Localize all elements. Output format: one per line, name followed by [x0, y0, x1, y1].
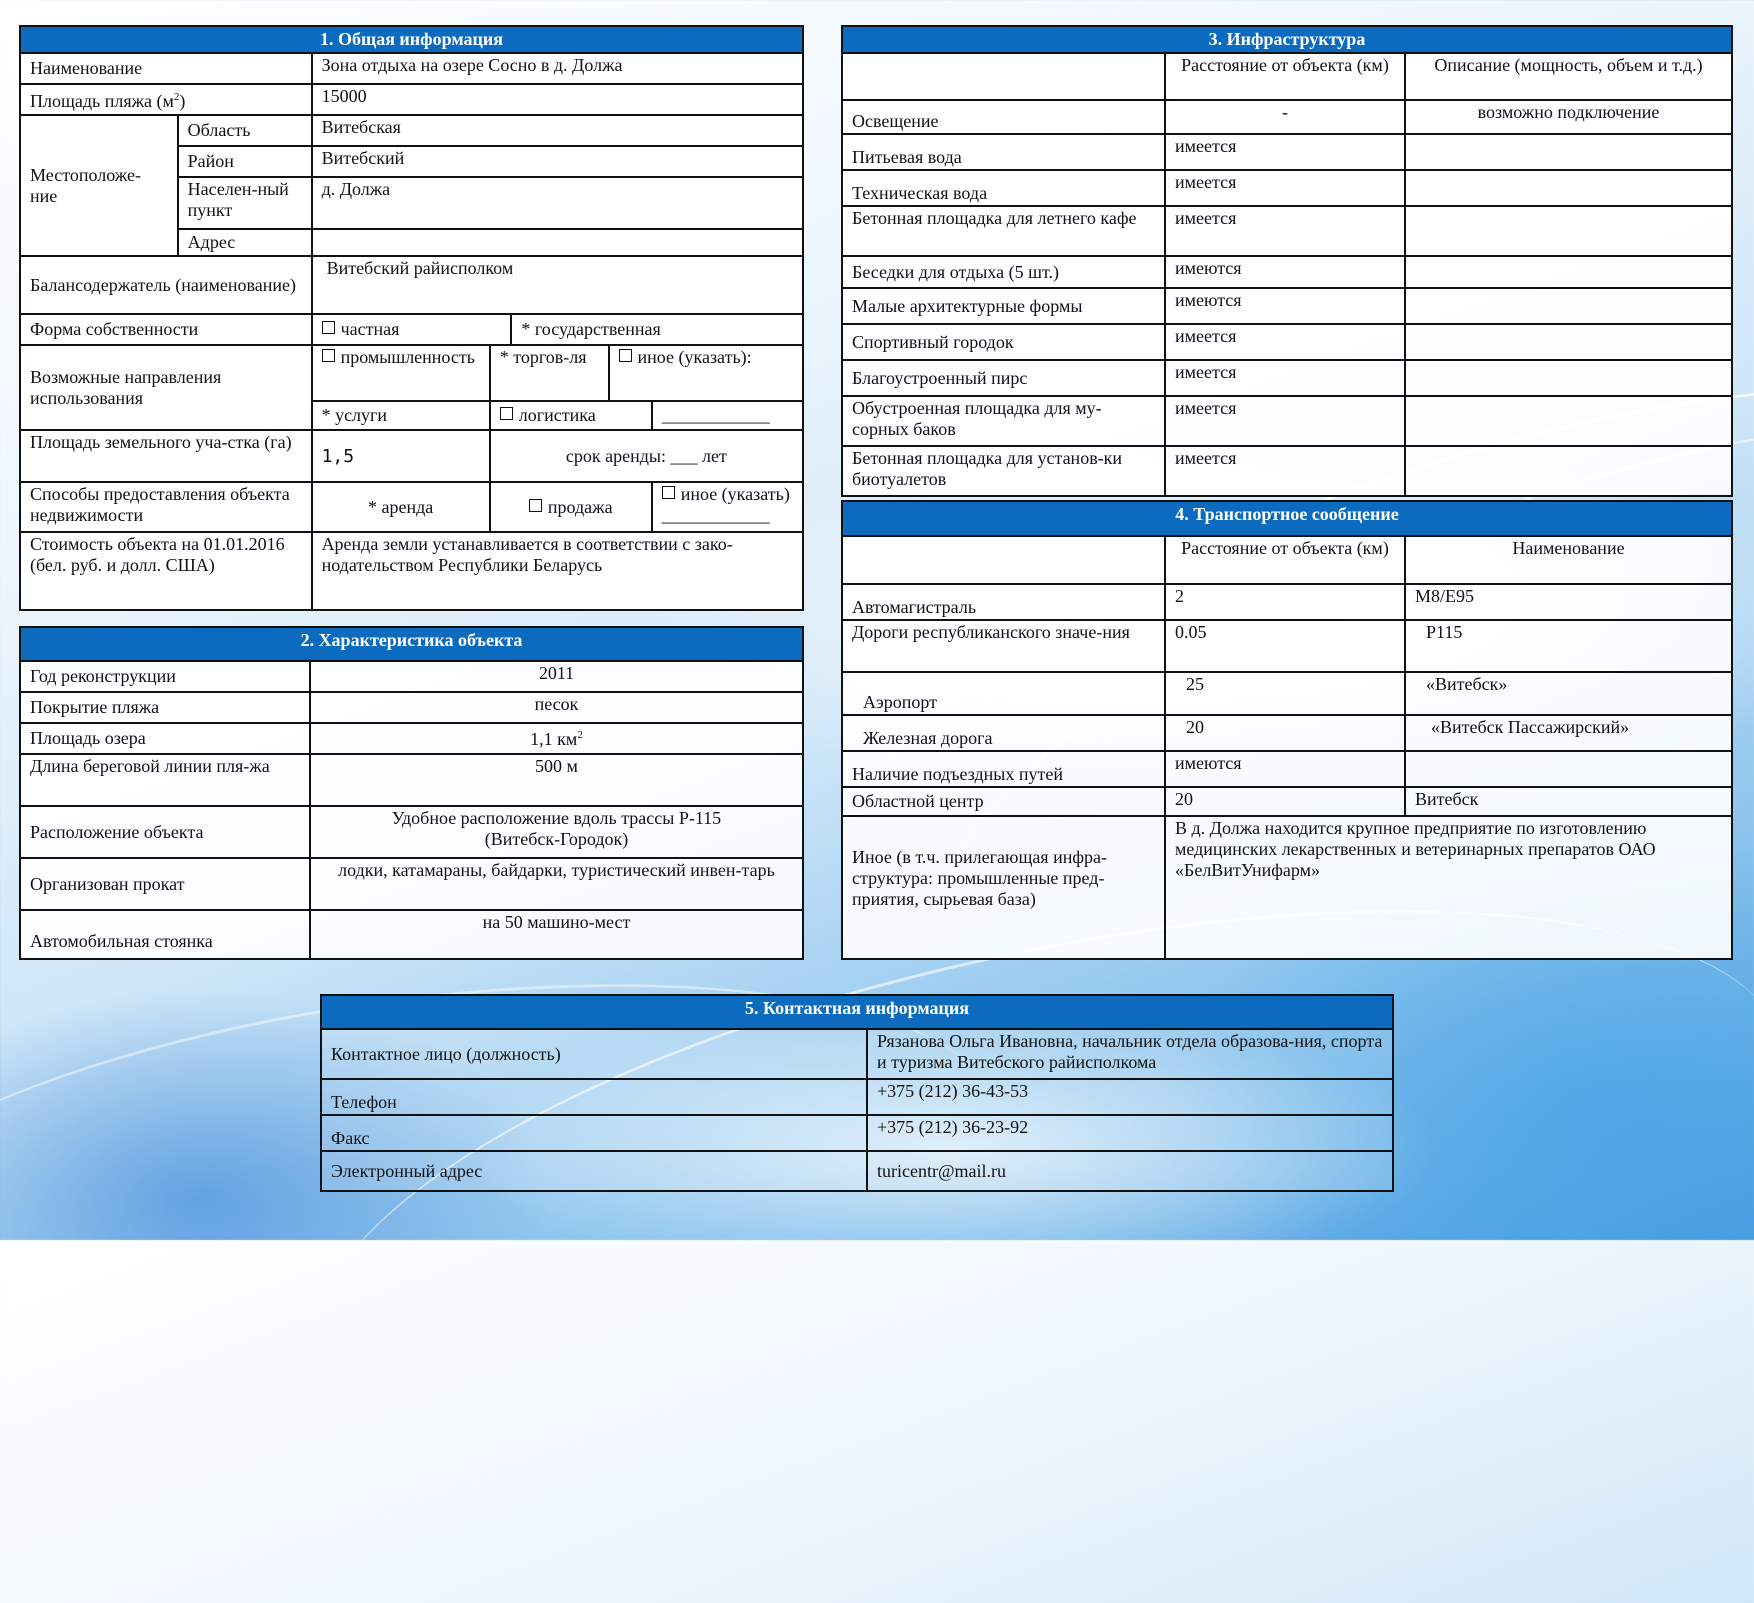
regional-center-name: Витебск	[1405, 787, 1732, 816]
section-infrastructure	[841, 25, 1733, 497]
shoreline-length-value: 500 м	[310, 754, 803, 806]
usage-label: Возможные направления использования	[20, 345, 312, 430]
highway-name: М8/Е95	[1405, 584, 1732, 620]
section-3-title: 3. Инфраструктура	[842, 26, 1732, 53]
fax-value: +375 (212) 36-23-92	[867, 1115, 1393, 1151]
access-roads-distance: имеются	[1165, 751, 1405, 787]
checkbox-icon	[662, 486, 675, 499]
checkbox-icon	[322, 321, 335, 334]
highway-distance: 2	[1165, 584, 1405, 620]
usage-industry-option: промышленность	[312, 345, 490, 401]
airport-name: «Витебск»	[1405, 672, 1732, 715]
pier-distance: имеется	[1165, 360, 1405, 396]
airport-distance: 25	[1165, 672, 1405, 715]
access-roads-label: Наличие подъездных путей	[842, 751, 1165, 787]
usage-logistics-option: логистика	[490, 401, 652, 430]
transport-col-distance: Расстояние от объекта (км)	[1165, 536, 1405, 584]
contact-person-label: Контактное лицо (должность)	[321, 1029, 867, 1079]
cost-value: Аренда земли устанавливается в соответствии с зако-нодательством Республики Беларусь	[312, 532, 803, 610]
infrastructure-corner	[842, 53, 1165, 100]
general-info-table	[19, 25, 804, 611]
district-label: Район	[178, 146, 312, 177]
section-contact	[320, 994, 1394, 1192]
rental-label: Организован прокат	[20, 858, 310, 910]
method-other-blank: ____________	[661, 505, 770, 525]
toilet-platform-label: Бетонная площадка для установ-ки биотуалетов	[842, 446, 1165, 496]
section-1-title: 1. Общая информация	[20, 26, 803, 53]
phone-value: +375 (212) 36-43-53	[867, 1079, 1393, 1115]
sports-ground-distance: имеется	[1165, 324, 1405, 360]
small-forms-distance: имеются	[1165, 288, 1405, 324]
characteristics-table	[19, 626, 804, 960]
ownership-label: Форма собственности	[20, 314, 312, 345]
technical-water-label: Техническая вода	[842, 170, 1165, 206]
checkbox-icon	[500, 407, 513, 420]
beach-surface-label: Покрытие пляжа	[20, 692, 310, 723]
republican-roads-label: Дороги республиканского значе-ния	[842, 620, 1165, 672]
republican-roads-distance: 0.05	[1165, 620, 1405, 672]
region-label: Область	[178, 115, 312, 146]
section-2-title: 2. Характеристика объекта	[20, 627, 803, 661]
toilet-platform-description	[1405, 446, 1732, 496]
method-other-option: иное (указать) ____________	[652, 482, 803, 532]
technical-water-distance: имеется	[1165, 170, 1405, 206]
republican-roads-name: Р115	[1405, 620, 1732, 672]
infrastructure-table	[841, 25, 1733, 497]
infra-col-description: Описание (мощность, объем и т.д.)	[1405, 53, 1732, 100]
garbage-platform-description	[1405, 396, 1732, 446]
method-sale-option: продажа	[490, 482, 652, 532]
beach-surface-value: песок	[310, 692, 803, 723]
holder-label: Балансодержатель (наименование)	[20, 256, 312, 314]
section-4-title: 4. Транспортное сообщение	[842, 501, 1732, 536]
gazebos-distance: имеются	[1165, 256, 1405, 288]
lighting-description: возможно подключение	[1405, 100, 1732, 134]
gazebos-description	[1405, 256, 1732, 288]
drinking-water-label: Питьевая вода	[842, 134, 1165, 170]
cafe-platform-distance: имеется	[1165, 206, 1405, 256]
beach-area-label: Площадь пляжа $(м^2)$	[20, 84, 312, 115]
infra-col-distance: Расстояние от объекта (км)	[1165, 53, 1405, 100]
parking-label: Автомобильная стоянка	[20, 910, 310, 959]
parking-value: на 50 машино-мест	[310, 910, 803, 959]
fax-label: Факс	[321, 1115, 867, 1151]
checkbox-icon	[529, 499, 542, 512]
district-value: Витебский	[312, 146, 803, 177]
transport-table	[841, 500, 1733, 960]
lake-area-label: Площадь озера	[20, 723, 310, 754]
small-forms-description	[1405, 288, 1732, 324]
settlement-label: Населен-ный пункт	[178, 177, 312, 229]
ownership-private-option: частная	[312, 314, 512, 345]
address-label: Адрес	[178, 229, 312, 256]
usage-other-option: иное (указать):	[609, 345, 803, 401]
section-5-title: 5. Контактная информация	[321, 995, 1393, 1029]
railway-label: Железная дорога	[842, 715, 1165, 751]
lease-term: срок аренды: ___ лет	[490, 430, 803, 482]
lake-area-value: 1,1 $км^2$	[310, 723, 803, 754]
toilet-platform-distance: имеется	[1165, 446, 1405, 496]
checkbox-icon	[322, 349, 335, 362]
sports-ground-description	[1405, 324, 1732, 360]
lighting-distance: -	[1165, 100, 1405, 134]
phone-label: Телефон	[321, 1079, 867, 1115]
checkbox-icon	[619, 349, 632, 362]
technical-water-description	[1405, 170, 1732, 206]
highway-label: Автомагистраль	[842, 584, 1165, 620]
cafe-platform-label: Бетонная площадка для летнего кафе	[842, 206, 1165, 256]
usage-blank-field: ____________	[652, 401, 803, 430]
beach-area-value: 15000	[312, 84, 803, 115]
contact-table	[320, 994, 1394, 1192]
method-lease-option: * аренда	[312, 482, 490, 532]
land-area-label: Площадь земельного уча-стка (га)	[20, 430, 312, 482]
region-value: Витебская	[312, 115, 803, 146]
object-location-label: Расположение объекта	[20, 806, 310, 858]
email-label: Электронный адрес	[321, 1151, 867, 1191]
name-label: Наименование	[20, 53, 312, 84]
contact-person-value: Рязанова Ольга Ивановна, начальник отдела образова-ния, спорта и туризма Витебского райисполкома	[867, 1029, 1393, 1079]
sports-ground-label: Спортивный городок	[842, 324, 1165, 360]
shoreline-length-label: Длина береговой линии пля-жа	[20, 754, 310, 806]
pier-description	[1405, 360, 1732, 396]
name-value: Зона отдыха на озере Сосно в д. Должа	[312, 53, 803, 84]
object-location-value: Удобное расположение вдоль трассы Р-115 (Витебск-Городок)	[310, 806, 803, 858]
usage-services-option: * услуги	[312, 401, 490, 430]
drinking-water-distance: имеется	[1165, 134, 1405, 170]
section-transport	[841, 500, 1733, 960]
section-general-info	[19, 25, 804, 611]
small-forms-label: Малые архитектурные формы	[842, 288, 1165, 324]
cost-label: Стоимость объекта на 01.01.2016 (бел. руб. и долл. США)	[20, 532, 312, 610]
garbage-platform-label: Обустроенная площадка для му-сорных баков	[842, 396, 1165, 446]
regional-center-label: Областной центр	[842, 787, 1165, 816]
regional-center-distance: 20	[1165, 787, 1405, 816]
address-value	[312, 229, 803, 256]
reconstruction-year-label: Год реконструкции	[20, 661, 310, 692]
drinking-water-description	[1405, 134, 1732, 170]
section-object-characteristics	[19, 626, 804, 960]
email-link[interactable]: turicentr@mail.ru	[867, 1151, 1393, 1191]
usage-trade-option: * торгов-ля	[490, 345, 609, 401]
holder-value: Витебский райисполком	[312, 256, 803, 314]
settlement-value: д. Должа	[312, 177, 803, 229]
location-label: Местоположе-ние	[20, 115, 178, 256]
transport-col-name: Наименование	[1405, 536, 1732, 584]
ownership-state-option: * государственная	[511, 314, 803, 345]
access-roads-name	[1405, 751, 1732, 787]
railway-distance: 20	[1165, 715, 1405, 751]
land-area-value: 1,5	[312, 430, 490, 482]
airport-label: Аэропорт	[842, 672, 1165, 715]
methods-label: Способы предоставления объекта недвижимости	[20, 482, 312, 532]
transport-corner	[842, 536, 1165, 584]
lighting-label: Освещение	[842, 100, 1165, 134]
cafe-platform-description	[1405, 206, 1732, 256]
rental-value: лодки, катамараны, байдарки, туристический инвен-тарь	[310, 858, 803, 910]
other-infrastructure-label: Иное (в т.ч. прилегающая инфра-структура: промышленные пред-приятия, сырьевая база)	[842, 816, 1165, 959]
pier-label: Благоустроенный пирс	[842, 360, 1165, 396]
garbage-platform-distance: имеется	[1165, 396, 1405, 446]
other-infrastructure-value: В д. Должа находится крупное предприятие по изготовлению медицинских лекарственных и ветеринарных препаратов ОАО «БелВитУнифарм»	[1165, 816, 1732, 959]
reconstruction-year-value: 2011	[310, 661, 803, 692]
railway-name: «Витебск Пассажирский»	[1405, 715, 1732, 751]
gazebos-label: Беседки для отдыха (5 шт.)	[842, 256, 1165, 288]
